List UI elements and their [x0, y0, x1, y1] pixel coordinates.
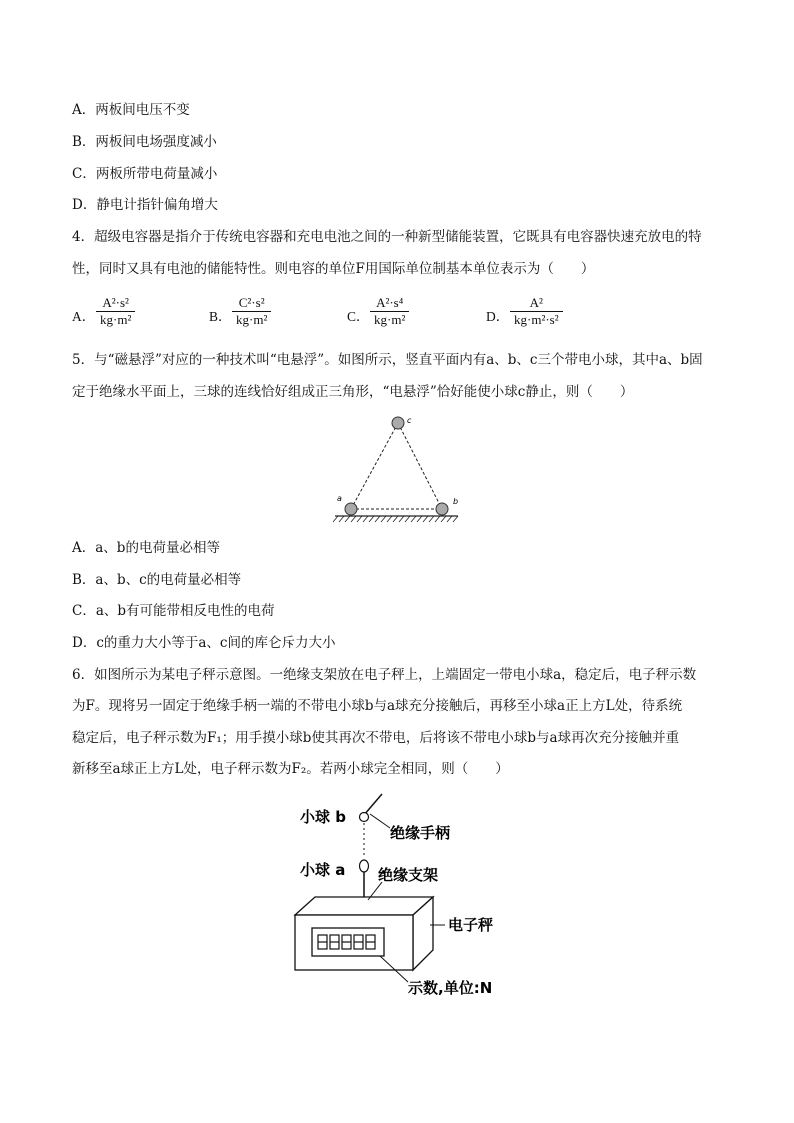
q3-option-b: B．两板间电场强度减小	[72, 134, 217, 150]
q5-stem-line2: 定于绝缘水平面上，三球的连线恰好组成正三角形，“电悬浮”恰好能使小球c静止，则（ ）	[72, 384, 634, 400]
label-scale: 电子秤	[448, 916, 494, 934]
q4-option-b-fraction	[232, 295, 271, 328]
ball-a	[345, 503, 357, 515]
label-a: a	[337, 494, 342, 503]
q4-option-d-denominator: kg·m²·s²	[514, 312, 559, 327]
q4-option-b-numerator: C²·s²	[232, 295, 271, 312]
q4-option-d-numerator: A²	[510, 295, 563, 312]
label-stand: 绝缘支架	[378, 866, 439, 884]
q4-stem-line1: 4．超级电容器是指介于传统电容器和充电电池之间的一种新型储能装置，它既具有电容器快速充放电的特	[72, 229, 702, 245]
q3-option-a: A．两板间电压不变	[72, 102, 190, 118]
label-b: b	[453, 497, 459, 506]
q4-option-c-denominator: kg·m²	[374, 312, 406, 327]
ball-b-figure	[360, 813, 369, 822]
scale-top	[295, 897, 433, 915]
ball-b	[436, 503, 448, 515]
q5-option-d: D．c的重力大小等于a、c间的库仑斥力大小	[72, 635, 336, 651]
label-ball-b: 小球 b	[300, 808, 346, 826]
q5-triangle-figure	[330, 408, 470, 526]
q4-option-a-numerator: A²·s²	[96, 295, 135, 312]
ball-a-figure	[360, 860, 369, 872]
label-display: 示数,单位:N	[408, 979, 493, 997]
q5-stem-line1: 5．与“磁悬浮”对应的一种技术叫“电悬浮”。如图所示，竖直平面内有a、b、c三个带电小球，其中a、b固	[72, 352, 703, 368]
q4-option-d-fraction	[510, 295, 563, 328]
line-cb	[398, 423, 442, 509]
q6-scale-figure	[290, 790, 530, 1005]
q6-stem-line2: 为F。现将另一固定于绝缘手柄一端的不带电小球b与a球充分接触后，再移至小球a正上方L处，待系统	[72, 698, 683, 714]
q4-option-a-denominator: kg·m²	[100, 312, 132, 327]
q5-option-b: B．a、b、c的电荷量必相等	[72, 572, 242, 588]
q4-option-c-label: C．	[347, 309, 370, 324]
q3-option-c: C．两板所带电荷量减小	[72, 166, 218, 182]
q5-option-a: A．a、b的电荷量必相等	[72, 540, 220, 556]
q4-option-d-label: D．	[486, 309, 510, 324]
q6-stem-line4: 新移至a球正上方L处，电子秤示数为F₂。若两小球完全相同，则（ ）	[72, 761, 509, 777]
q5-option-c: C．a、b有可能带相反电性的电荷	[72, 603, 275, 619]
ground-hatching	[333, 516, 458, 522]
q4-option-b-label: B．	[209, 309, 232, 324]
q4-option-a-fraction	[96, 295, 135, 328]
label-c: c	[407, 416, 412, 425]
q4-stem-line2: 性，同时又具有电池的储能特性。则电容的单位F用国际单位制基本单位表示为（ ）	[72, 261, 595, 277]
q4-option-b-denominator: kg·m²	[236, 312, 268, 327]
label-ball-a: 小球 a	[300, 861, 346, 879]
handle-pointer	[370, 814, 390, 828]
label-handle: 绝缘手柄	[390, 824, 451, 842]
q6-stem-line3: 稳定后，电子秤示数为F₁；用手摸小球b使其再次不带电，后将该不带电小球b与a球再次充分接触并重	[72, 730, 680, 746]
q6-stem-line1: 6．如图所示为某电子秤示意图。一绝缘支架放在电子秤上，上端固定一带电小球a，稳定后，电子秤示数	[72, 667, 697, 683]
line-ca	[351, 423, 398, 509]
q4-option-c-fraction	[370, 295, 409, 328]
q4-option-a-label: A．	[72, 309, 96, 324]
q4-option-c-numerator: A²·s⁴	[370, 295, 409, 312]
ball-c	[392, 417, 404, 429]
q3-option-d: D．静电计指针偏角增大	[72, 197, 218, 213]
insulated-handle	[364, 794, 382, 815]
